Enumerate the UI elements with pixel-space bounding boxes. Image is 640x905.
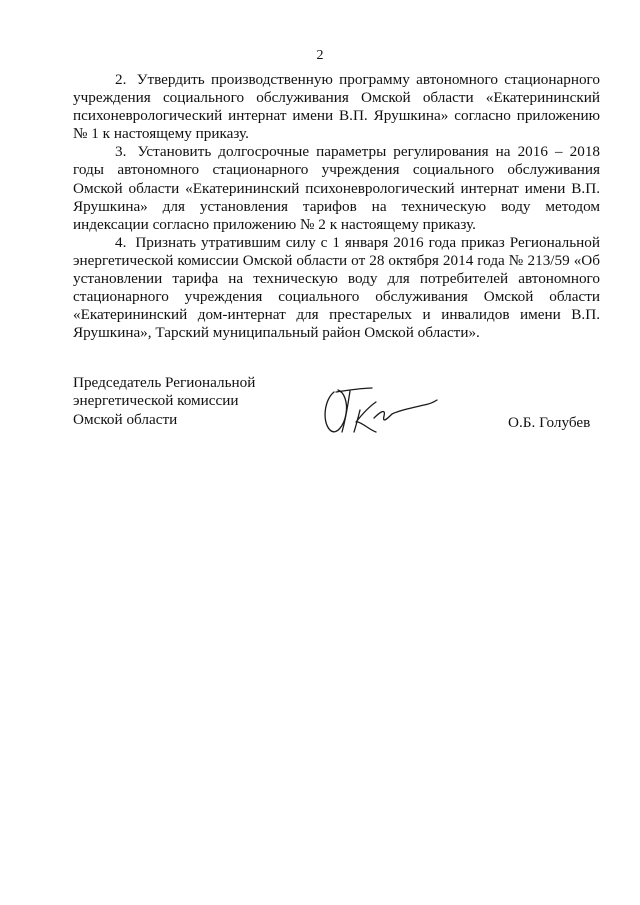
signatory-title xyxy=(73,374,293,429)
paragraph-3 xyxy=(73,143,600,233)
signer-name: О.Б. Голубев xyxy=(508,414,591,431)
paragraph-text: Утвердить производственную программу автономного стационарного учреждения социального обслуживания Омской области «Екатерининский психоневрологический интернат имени В.П. Ярушкина» согласно приложению № 1 к настоящему приказу. xyxy=(73,71,601,143)
signatory-title-line: энергетической комиссии xyxy=(73,392,239,410)
paragraph-number: 3. xyxy=(115,143,127,161)
signature-stroke-bar xyxy=(336,388,372,392)
signature-stroke-tail xyxy=(374,400,437,420)
signature-stroke-k xyxy=(354,402,376,432)
signatory-title-line: Омской области xyxy=(73,410,178,428)
paragraph-number: 2. xyxy=(115,71,127,88)
paragraph-text: Установить долгосрочные параметры регулирования на 2016 – 2018 годы автономного стационарного учреждения социального обслуживания Омской области «Екатерининский психоневрологический интернат имени В.П. Ярушкина» для установления тарифов на техническую воду методом индексации согласно приложению № 2 к настоящему приказу. xyxy=(73,143,601,233)
handwritten-signature xyxy=(320,378,440,438)
paragraph-number: 4. xyxy=(115,233,127,251)
paragraph-2 xyxy=(73,71,600,143)
page-number: 2 xyxy=(316,48,324,63)
paragraph-text: Признать утратившим силу с 1 января 2016 года приказ Региональной энергетической комиссии Омской области от 28 октября 2014 года № 213/59 «Об установлении тарифа на техническую воду для потребителей автономного стационарного учреждения социального обслуживания Омской области «Екатерининский дом-интернат для престарелых и инвалидов имени В.П. Ярушкина», Тарский муниципальный район Омской области». xyxy=(73,233,600,342)
signatory-title-line: Председатель Региональной xyxy=(73,374,256,391)
signature-stroke-stem xyxy=(342,391,350,432)
paragraph-4 xyxy=(73,234,600,343)
document-body xyxy=(73,71,600,342)
signature-strokes xyxy=(325,388,437,432)
